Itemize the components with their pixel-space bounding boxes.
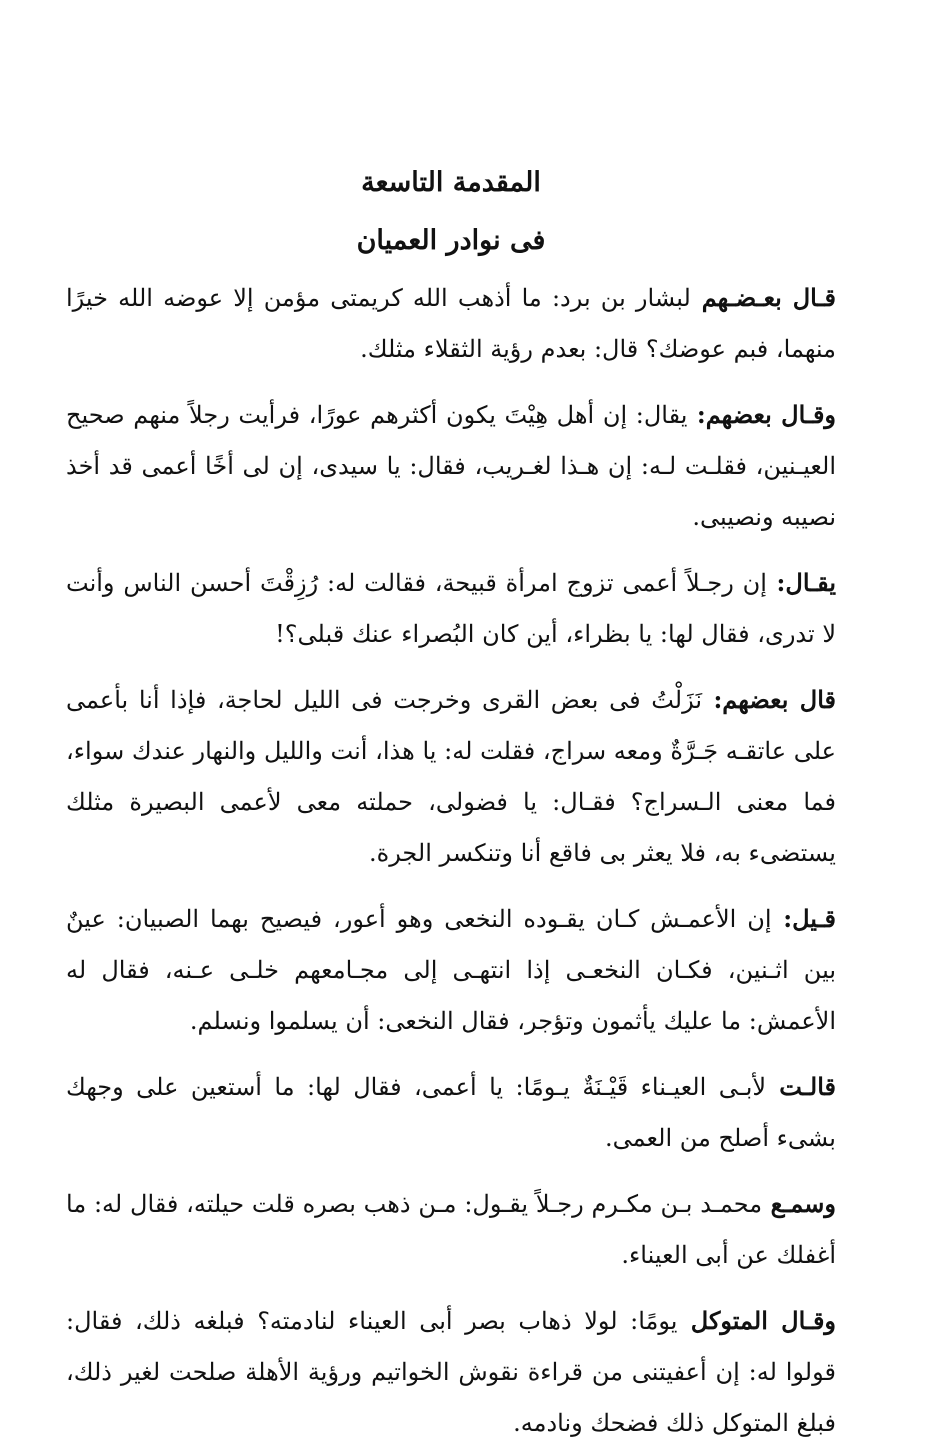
paragraph-lead: قال بعضهم: (713, 685, 837, 714)
paragraph-lead: وقـال المتوكل (690, 1306, 837, 1335)
paragraph-lead: قـال بعـضـهم (701, 283, 836, 312)
paragraph-2 (66, 389, 836, 543)
paragraph-text: يقال: إن أهل هِيْتَ يكون أكثرهم عورًا، فرأيت رجلاً منهم صحيح العيـنين، فقلـت لـه: إن هـذا لغـريب، فقال: يا سيدى، إن لى أخًا أعمى قد أخذ نصيبه ونصيبى. (66, 401, 836, 531)
paragraph-3 (66, 557, 836, 660)
paragraph-lead: قالـت (779, 1072, 836, 1101)
paragraph-text: لبشار بن برد: ما أذهب الله كريمتى مؤمن إلا عوضه الله خيرًا منهما، فبم عوضك؟ قال: بعدم رؤية الثقلاء مثلك. (66, 284, 836, 363)
paragraph-lead: قـيل: (783, 904, 837, 933)
paragraph-lead: وقـال بعضهم: (696, 400, 837, 429)
paragraph-8 (66, 1295, 836, 1449)
paragraph-1 (66, 272, 836, 375)
paragraph-text: يومًا: لولا ذهاب بصر أبى العيناء لنادمته؟ فبلغه ذلك، فقال: قولوا له: إن أعفيتنى من قراءة نقوش الخواتيم ورؤية الأهلة صلحت لغير ذلك، فبلغ المتوكل ذلك فضحك ونادمه. (66, 1307, 836, 1437)
paragraph-text: إن الأعمـش كـان يقـوده النخعى وهو أعور، فيصيح بهما الصبيان: عينٌ بين اثـنين، فكـان النخعـى إذا انتهـى إلى مجـامعهم خلـى عـنه، فقال له الأعمش: ما عليك يأثمون وتؤجر، فقال النخعى: أن يسلموا ونسلم. (66, 905, 836, 1035)
paragraph-text: لأبـى العيـناء قَيْـنَةٌ يـومًا: يا أعمى، فقال لها: ما أستعين على وجهك بشىء أصلح من العمى. (66, 1073, 836, 1152)
paragraph-lead: وسمـع (770, 1189, 836, 1218)
paragraph-4 (66, 674, 836, 879)
paragraph-text: محمـد بـن مكـرم رجـلاً يقـول: مـن ذهب بصره قلت حيلته، فقال له: ما أغفلك عن أبى العيناء. (66, 1190, 836, 1269)
paragraph-5 (66, 893, 836, 1047)
paragraph-text: إن رجـلاً أعمى تزوج امرأة قبيحة، فقالت له: رُزِقْتَ أحسن الناس وأنت لا تدرى، فقال لها: يا بظراء، أين كان البُصراء عنك قبلى؟! (66, 569, 836, 648)
paragraph-6 (66, 1061, 836, 1164)
paragraph-7 (66, 1178, 836, 1281)
paragraph-lead: يقـال: (776, 568, 836, 597)
chapter-title: المقدمة التاسعة (361, 167, 541, 198)
chapter-subtitle: فى نوادر العميان (356, 225, 546, 256)
paragraph-text: نَزَلْتُ فى بعض القرى وخرجت فى الليل لحاجة، فإذا أنا بأعمى على عاتقـه جَـرَّةٌ ومعه سراج، فقلت له: يا هذا، أنت والليل والنهار عندك سواء، فما معنى الـسراج؟ فقـال: يا فضولى، حملته معى لأعمى البصيرة مثلك يستضىء به، فلا يعثر بى فاقع أنا وتنكسر الجرة. (66, 686, 836, 867)
